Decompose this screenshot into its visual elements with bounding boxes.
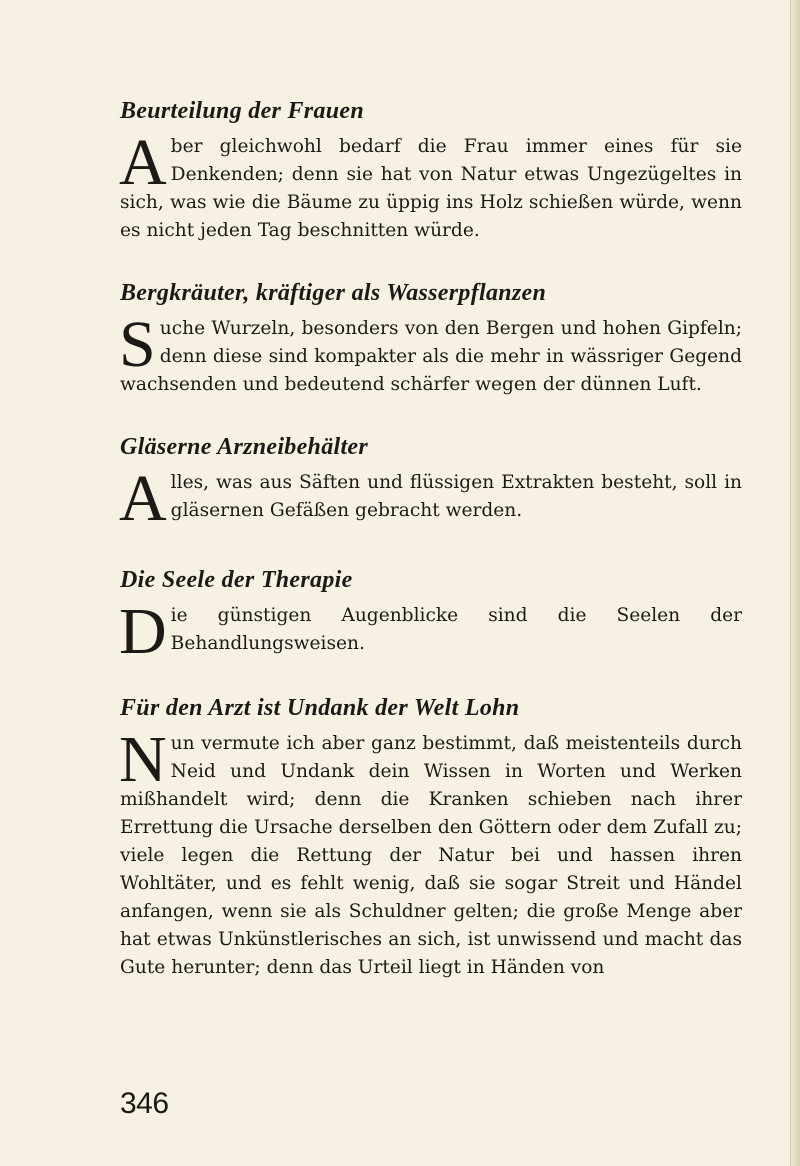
page-content (120, 88, 742, 982)
section-body (119, 308, 742, 399)
section-heading: Beurteilung der Frauen (120, 98, 364, 124)
section-text: ie günstigen Augenblicke sind die Seelen der Behandlungsweisen. (170, 605, 742, 654)
drop-cap: N (119, 723, 167, 796)
section-seele-der-therapie (119, 565, 742, 668)
section-heading: Gläserne Arzneibehälter (120, 434, 369, 460)
section-text: lles, was aus Säften und flüssigen Extrakten besteht, soll in gläsernen Gefäßen gebracht werden. (170, 472, 742, 521)
section-text: ber gleichwohl bedarf die Frau immer eines für sie Denkenden; denn sie hat von Natur etwas Ungezügeltes in sich, was wie die Bäume zu üppig ins Holz schießen würde, wenn es nicht jeden Tag beschnitten würde. (120, 136, 742, 241)
section-heading: Bergkräuter, kräftiger als Wasserpflanzen (120, 280, 547, 306)
section-body (119, 462, 742, 535)
page-number: 346 (120, 1087, 169, 1120)
section-text: uche Wurzeln, besonders von den Bergen und hohen Gipfeln; denn diese sind kompakter als die mehr in wässriger Gegend wachsenden und bedeutend schärfer wegen der dünnen Luft. (120, 318, 742, 395)
section-heading: Für den Arzt ist Undank der Welt Lohn (120, 695, 520, 721)
section-arzt-undank (120, 693, 742, 982)
section-beurteilung-der-frauen (120, 96, 742, 245)
section-heading: Die Seele der Therapie (120, 567, 353, 593)
section-glaeserne-arzneibehaelter (119, 432, 742, 535)
section-body (119, 723, 742, 982)
drop-cap: A (119, 126, 167, 199)
section-bergkraeuter (120, 278, 742, 399)
section-body (119, 126, 742, 245)
drop-cap: D (119, 595, 167, 668)
section-text: un vermute ich aber ganz bestimmt, daß meistenteils durch Neid und Undank dein Wissen in Worten und Werken mißhandelt wird; denn die Kranken schieben nach ihrer Errettung die Ursache derselben den Göttern oder dem Zufall zu; viele legen die Rettung der Natur bei und hassen ihren Wohltäter, und es fehlt wenig, daß sie sogar Streit und Händel anfangen, wenn sie als Schuldner gelten; die große Menge aber hat etwas Unkünstlerisches an sich, ist unwissend und macht das Gute herunter; denn das Urteil liegt in Händen von (120, 733, 742, 978)
drop-cap: S (119, 308, 156, 381)
page-edge (790, 0, 800, 1166)
section-body (119, 595, 742, 668)
drop-cap: A (119, 462, 167, 535)
